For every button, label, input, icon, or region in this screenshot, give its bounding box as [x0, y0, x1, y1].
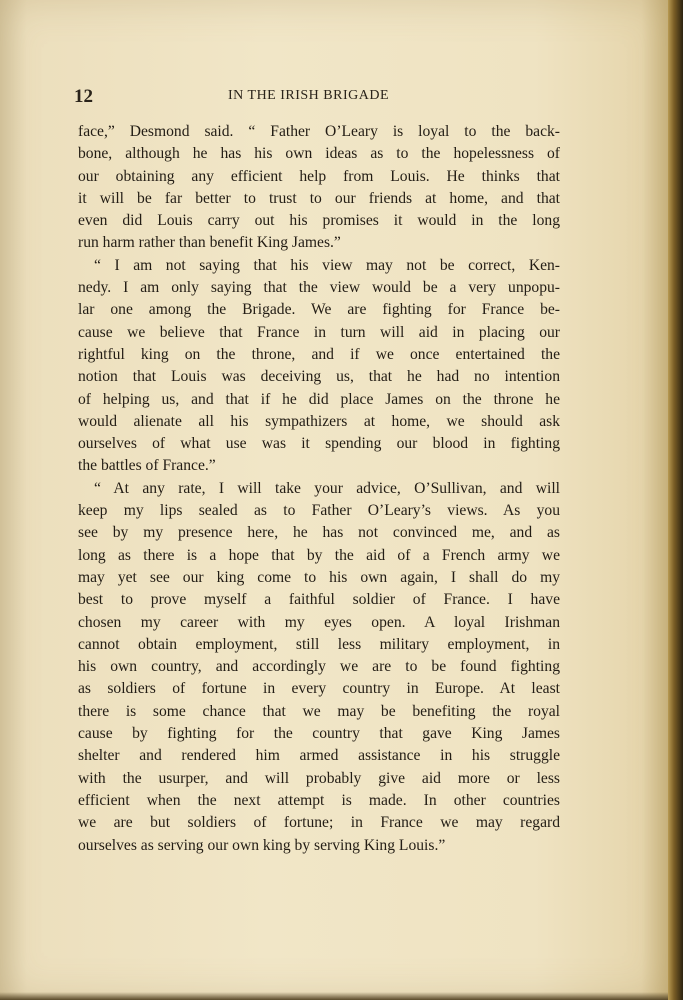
- text-line: the battles of France.”: [78, 457, 216, 475]
- paragraph: [78, 121, 560, 255]
- text-line: long as there is a hope that by the aid of a French army we: [78, 546, 560, 564]
- book-spine: [668, 0, 683, 1000]
- text-line: even did Louis carry out his promises it would in the long: [78, 212, 560, 230]
- text-line: lar one among the Brigade. We are fighting for France be-: [78, 301, 560, 319]
- text-line: with the usurper, and will probably give aid more or less: [78, 769, 560, 787]
- text-line: see by my presence here, he has not convinced me, and as: [78, 524, 560, 542]
- paragraph: [78, 478, 560, 857]
- text-line: cause we believe that France in turn will aid in placing our: [78, 323, 560, 341]
- text-line: ourselves as serving our own king by serving King Louis.”: [78, 836, 446, 854]
- text-line: cause by fighting for the country that gave King James: [78, 725, 560, 743]
- text-line: “ I am not saying that his view may not be correct, Ken-: [94, 256, 560, 274]
- text-line: rightful king on the throne, and if we once entertained the: [78, 345, 560, 363]
- text-line: “ At any rate, I will take your advice, O’Sullivan, and will: [94, 479, 560, 497]
- text-line: best to prove myself a faithful soldier of France. I have: [78, 591, 560, 609]
- running-head: IN THE IRISH BRIGADE: [228, 88, 390, 103]
- text-line: our obtaining any efficient help from Louis. He thinks that: [78, 167, 560, 185]
- text-line: we are but soldiers of fortune; in France we may regard: [78, 814, 560, 832]
- text-line: shelter and rendered him armed assistance in his struggle: [78, 747, 560, 765]
- text-line: efficient when the next attempt is made. In other countries: [78, 791, 560, 809]
- page-bottom-edge: [0, 992, 668, 1000]
- text-line: would alienate all his sympathizers at home, we should ask: [78, 412, 560, 430]
- page-header: [74, 86, 560, 110]
- paragraph: [78, 255, 560, 478]
- text-line: keep my lips sealed as to Father O’Leary’s views. As you: [78, 502, 560, 520]
- text-line: ourselves of what use was it spending our blood in fighting: [78, 435, 560, 453]
- text-line: it will be far better to trust to our friends at home, and that: [78, 189, 560, 207]
- text-line: face,” Desmond said. “ Father O’Leary is loyal to the back-: [78, 123, 560, 140]
- page-number: 12: [74, 86, 93, 107]
- text-line: of helping us, and that if he did place James on the throne he: [78, 390, 560, 408]
- text-line: bone, although he has his own ideas as to the hopelessness of: [78, 145, 560, 163]
- text-line: his own country, and accordingly we are to be found fighting: [78, 658, 560, 676]
- body-text: [78, 121, 560, 857]
- text-line: chosen my career with my eyes open. A loyal Irishman: [78, 613, 560, 631]
- text-line: run harm rather than benefit King James.”: [78, 234, 341, 252]
- text-line: as soldiers of fortune in every country in Europe. At least: [78, 680, 560, 698]
- text-line: cannot obtain employment, still less military employment, in: [78, 635, 560, 653]
- text-line: nedy. I am only saying that the view would be a very unpopu-: [78, 279, 560, 297]
- text-line: notion that Louis was deceiving us, that he had no intention: [78, 368, 560, 386]
- text-line: may yet see our king come to his own again, I shall do my: [78, 568, 560, 586]
- text-line: there is some chance that we may be benefiting the royal: [78, 702, 560, 720]
